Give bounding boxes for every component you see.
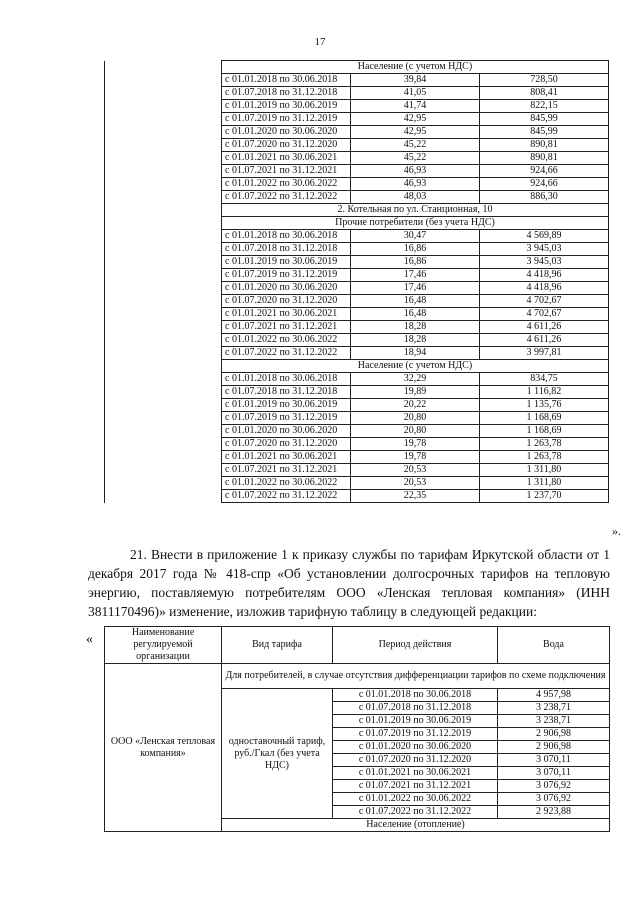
period-cell: с 01.07.2018 по 31.12.2018 xyxy=(222,243,351,256)
section-caption-row xyxy=(105,360,609,373)
table-row xyxy=(105,74,609,87)
rate-cell: 16,48 xyxy=(351,295,480,308)
water-rate-cell: 3 238,71 xyxy=(498,702,610,715)
amount-cell: 4 702,67 xyxy=(480,308,609,321)
period-cell: с 01.01.2021 по 30.06.2021 xyxy=(222,451,351,464)
blank-cell xyxy=(105,373,222,386)
table-row xyxy=(105,334,609,347)
amount-cell: 3 997,81 xyxy=(480,347,609,360)
period-cell: с 01.01.2021 по 30.06.2021 xyxy=(222,308,351,321)
amount-cell: 924,66 xyxy=(480,165,609,178)
water-rate-cell: 4 957,98 xyxy=(498,689,610,702)
water-rate-cell: 3 076,92 xyxy=(498,793,610,806)
subheader-row xyxy=(105,664,610,689)
tariff-continuation-table xyxy=(104,60,609,503)
table-row xyxy=(105,126,609,139)
period-cell: с 01.07.2021 по 31.12.2021 xyxy=(222,321,351,334)
period-cell: с 01.07.2021 по 31.12.2021 xyxy=(222,165,351,178)
period-cell: с 01.01.2020 по 30.06.2020 xyxy=(222,425,351,438)
table-row xyxy=(105,139,609,152)
table-row xyxy=(105,412,609,425)
period-cell: с 01.07.2018 по 31.12.2018 xyxy=(333,702,498,715)
period-cell: с 01.07.2021 по 31.12.2021 xyxy=(333,780,498,793)
header-organization: Наименование регулируемой организации xyxy=(105,627,222,664)
period-cell: с 01.01.2018 по 30.06.2018 xyxy=(333,689,498,702)
amount-cell: 1 263,78 xyxy=(480,438,609,451)
rate-cell: 41,74 xyxy=(351,100,480,113)
rate-cell: 19,78 xyxy=(351,438,480,451)
header-row xyxy=(105,627,610,664)
blank-cell xyxy=(105,477,222,490)
period-cell: с 01.01.2018 по 30.06.2018 xyxy=(222,230,351,243)
period-cell: с 01.01.2022 по 30.06.2022 xyxy=(222,178,351,191)
rate-cell: 18,28 xyxy=(351,334,480,347)
rate-cell: 30,47 xyxy=(351,230,480,243)
period-cell: с 01.07.2020 по 31.12.2020 xyxy=(222,295,351,308)
amount-cell: 4 569,89 xyxy=(480,230,609,243)
table-row xyxy=(105,100,609,113)
blank-cell xyxy=(105,347,222,360)
blank-cell xyxy=(105,87,222,100)
amount-cell: 845,99 xyxy=(480,113,609,126)
period-cell: с 01.07.2018 по 31.12.2018 xyxy=(222,386,351,399)
amount-cell: 822,15 xyxy=(480,100,609,113)
table-row xyxy=(105,282,609,295)
amount-cell: 1 116,82 xyxy=(480,386,609,399)
blank-cell xyxy=(105,321,222,334)
amendment-paragraph xyxy=(88,545,610,621)
blank-cell xyxy=(105,100,222,113)
rate-cell: 45,22 xyxy=(351,152,480,165)
amount-cell: 4 611,26 xyxy=(480,334,609,347)
section-caption-row xyxy=(105,204,609,217)
period-cell: с 01.07.2019 по 31.12.2019 xyxy=(222,412,351,425)
period-cell: с 01.01.2020 по 30.06.2020 xyxy=(222,282,351,295)
paragraph-21-text: 21. Внести в приложение 1 к приказу службы по тарифам Иркутской области от 1 декабря 2017 года № 418-спр «Об установлении долгосрочных тарифов на тепловую энергию, поставляемую потребителям ООО «Ленская тепловая компания» (ИНН 3811170496)» изменение, изложив тарифную таблицу в следующей редакции: xyxy=(88,547,610,619)
period-cell: с 01.01.2018 по 30.06.2018 xyxy=(222,74,351,87)
period-cell: с 01.01.2019 по 30.06.2019 xyxy=(333,715,498,728)
period-cell: с 01.01.2020 по 30.06.2020 xyxy=(333,741,498,754)
rate-cell: 22,35 xyxy=(351,490,480,503)
blank-cell xyxy=(105,191,222,204)
amount-cell: 890,81 xyxy=(480,152,609,165)
table-row xyxy=(105,191,609,204)
amount-cell: 1 135,76 xyxy=(480,399,609,412)
footer-caption: Население (отопление) xyxy=(222,819,610,832)
blank-cell xyxy=(105,308,222,321)
table-row xyxy=(105,256,609,269)
new-tariff-table xyxy=(104,626,610,832)
amount-cell: 924,66 xyxy=(480,178,609,191)
blank-cell xyxy=(105,74,222,87)
closing-quote: ». xyxy=(612,524,621,538)
water-rate-cell: 2 906,98 xyxy=(498,741,610,754)
table-row xyxy=(105,373,609,386)
period-cell: с 01.07.2021 по 31.12.2021 xyxy=(222,464,351,477)
period-cell: с 01.07.2020 по 31.12.2020 xyxy=(333,754,498,767)
period-cell: с 01.07.2020 по 31.12.2020 xyxy=(222,139,351,152)
section-caption: Население (с учетом НДС) xyxy=(222,61,609,74)
amount-cell: 4 702,67 xyxy=(480,295,609,308)
table-row xyxy=(105,308,609,321)
blank-cell xyxy=(105,126,222,139)
amount-cell: 886,30 xyxy=(480,191,609,204)
amount-cell: 3 945,03 xyxy=(480,243,609,256)
blank-cell xyxy=(105,165,222,178)
rate-cell: 17,46 xyxy=(351,282,480,295)
table-row xyxy=(105,477,609,490)
blank-cell xyxy=(105,386,222,399)
period-cell: с 01.01.2021 по 30.06.2021 xyxy=(333,767,498,780)
amount-cell: 890,81 xyxy=(480,139,609,152)
rate-cell: 19,89 xyxy=(351,386,480,399)
amount-cell: 4 418,96 xyxy=(480,269,609,282)
rate-cell: 42,95 xyxy=(351,126,480,139)
period-cell: с 01.01.2022 по 30.06.2022 xyxy=(222,477,351,490)
blank-cell xyxy=(105,113,222,126)
tariff-type-cell: одноставочный тариф, руб./Гкал (без учета НДС) xyxy=(222,689,333,819)
table-row xyxy=(105,230,609,243)
section-caption: Прочие потребители (без учета НДС) xyxy=(222,217,609,230)
blank-cell xyxy=(105,204,222,217)
rate-cell: 42,95 xyxy=(351,113,480,126)
rate-cell: 20,53 xyxy=(351,477,480,490)
period-cell: с 01.01.2019 по 30.06.2019 xyxy=(222,100,351,113)
rate-cell: 46,93 xyxy=(351,178,480,191)
rate-cell: 20,80 xyxy=(351,425,480,438)
rate-cell: 45,22 xyxy=(351,139,480,152)
water-rate-cell: 3 070,11 xyxy=(498,754,610,767)
table-row xyxy=(105,178,609,191)
amount-cell: 1 311,80 xyxy=(480,477,609,490)
amount-cell: 808,41 xyxy=(480,87,609,100)
blank-cell xyxy=(105,425,222,438)
blank-cell xyxy=(105,451,222,464)
rate-cell: 16,86 xyxy=(351,256,480,269)
blank-cell xyxy=(105,295,222,308)
table-row xyxy=(105,451,609,464)
period-cell: с 01.01.2022 по 30.06.2022 xyxy=(222,334,351,347)
header-tariff-type: Вид тарифа xyxy=(222,627,333,664)
amount-cell: 4 611,26 xyxy=(480,321,609,334)
subheader-cell: Для потребителей, в случае отсутствия дифференциации тарифов по схеме подключения xyxy=(222,664,610,689)
water-rate-cell: 2 906,98 xyxy=(498,728,610,741)
rate-cell: 20,22 xyxy=(351,399,480,412)
rate-cell: 16,86 xyxy=(351,243,480,256)
table-row xyxy=(105,386,609,399)
period-cell: с 01.01.2022 по 30.06.2022 xyxy=(333,793,498,806)
table-row xyxy=(105,490,609,503)
period-cell: с 01.01.2019 по 30.06.2019 xyxy=(222,399,351,412)
table-row xyxy=(105,438,609,451)
table-row xyxy=(105,113,609,126)
table-row xyxy=(105,321,609,334)
blank-cell xyxy=(105,438,222,451)
water-rate-cell: 3 070,11 xyxy=(498,767,610,780)
header-water: Вода xyxy=(498,627,610,664)
period-cell: с 01.07.2019 по 31.12.2019 xyxy=(222,113,351,126)
header-period: Период действия xyxy=(333,627,498,664)
blank-cell xyxy=(105,243,222,256)
section-caption: 2. Котельная по ул. Станционная, 10 xyxy=(222,204,609,217)
blank-cell xyxy=(105,399,222,412)
opening-quote: « xyxy=(86,632,93,647)
period-cell: с 01.07.2022 по 31.12.2022 xyxy=(222,191,351,204)
amount-cell: 845,99 xyxy=(480,126,609,139)
blank-cell xyxy=(105,178,222,191)
amount-cell: 4 418,96 xyxy=(480,282,609,295)
period-cell: с 01.07.2022 по 31.12.2022 xyxy=(222,490,351,503)
rate-cell: 16,48 xyxy=(351,308,480,321)
blank-cell xyxy=(105,230,222,243)
blank-cell xyxy=(105,139,222,152)
period-cell: с 01.07.2018 по 31.12.2018 xyxy=(222,87,351,100)
amount-cell: 1 168,69 xyxy=(480,425,609,438)
blank-cell xyxy=(105,412,222,425)
period-cell: с 01.07.2022 по 31.12.2022 xyxy=(222,347,351,360)
organization-cell: ООО «Ленская тепловая компания» xyxy=(105,664,222,832)
rate-cell: 17,46 xyxy=(351,269,480,282)
rate-cell: 20,53 xyxy=(351,464,480,477)
period-cell: с 01.07.2022 по 31.12.2022 xyxy=(333,806,498,819)
table-row xyxy=(105,269,609,282)
table-row xyxy=(105,295,609,308)
blank-cell xyxy=(105,256,222,269)
rate-cell: 39,84 xyxy=(351,74,480,87)
blank-cell xyxy=(105,334,222,347)
rate-cell: 18,28 xyxy=(351,321,480,334)
period-cell: с 01.01.2018 по 30.06.2018 xyxy=(222,373,351,386)
amount-cell: 1 237,70 xyxy=(480,490,609,503)
water-rate-cell: 3 076,92 xyxy=(498,780,610,793)
table-row xyxy=(105,464,609,477)
section-caption-row xyxy=(105,217,609,230)
page-number: 17 xyxy=(314,36,326,48)
blank-cell xyxy=(105,464,222,477)
table-row xyxy=(105,243,609,256)
rate-cell: 41,05 xyxy=(351,87,480,100)
period-cell: с 01.01.2020 по 30.06.2020 xyxy=(222,126,351,139)
rate-cell: 18,94 xyxy=(351,347,480,360)
period-cell: с 01.07.2019 по 31.12.2019 xyxy=(222,269,351,282)
rate-cell: 19,78 xyxy=(351,451,480,464)
amount-cell: 1 168,69 xyxy=(480,412,609,425)
section-caption: Население (с учетом НДС) xyxy=(222,360,609,373)
water-rate-cell: 3 238,71 xyxy=(498,715,610,728)
table-row xyxy=(105,347,609,360)
amount-cell: 728,50 xyxy=(480,74,609,87)
table-row xyxy=(105,152,609,165)
blank-cell xyxy=(105,360,222,373)
amount-cell: 1 311,80 xyxy=(480,464,609,477)
blank-cell xyxy=(105,282,222,295)
amount-cell: 1 263,78 xyxy=(480,451,609,464)
table-row xyxy=(105,425,609,438)
blank-cell xyxy=(105,490,222,503)
new-tariff-body xyxy=(105,627,610,832)
tariff-continuation-body xyxy=(105,61,609,503)
rate-cell: 48,03 xyxy=(351,191,480,204)
blank-cell xyxy=(105,269,222,282)
rate-cell: 32,29 xyxy=(351,373,480,386)
table-row xyxy=(105,399,609,412)
rate-cell: 46,93 xyxy=(351,165,480,178)
amount-cell: 834,75 xyxy=(480,373,609,386)
blank-cell xyxy=(105,61,222,74)
period-cell: с 01.07.2020 по 31.12.2020 xyxy=(222,438,351,451)
period-cell: с 01.01.2021 по 30.06.2021 xyxy=(222,152,351,165)
water-rate-cell: 2 923,88 xyxy=(498,806,610,819)
amount-cell: 3 945,03 xyxy=(480,256,609,269)
blank-cell xyxy=(105,152,222,165)
blank-cell xyxy=(105,217,222,230)
section-caption-row xyxy=(105,61,609,74)
period-cell: с 01.01.2019 по 30.06.2019 xyxy=(222,256,351,269)
rate-cell: 20,80 xyxy=(351,412,480,425)
period-cell: с 01.07.2019 по 31.12.2019 xyxy=(333,728,498,741)
table-row xyxy=(105,165,609,178)
table-row xyxy=(105,87,609,100)
